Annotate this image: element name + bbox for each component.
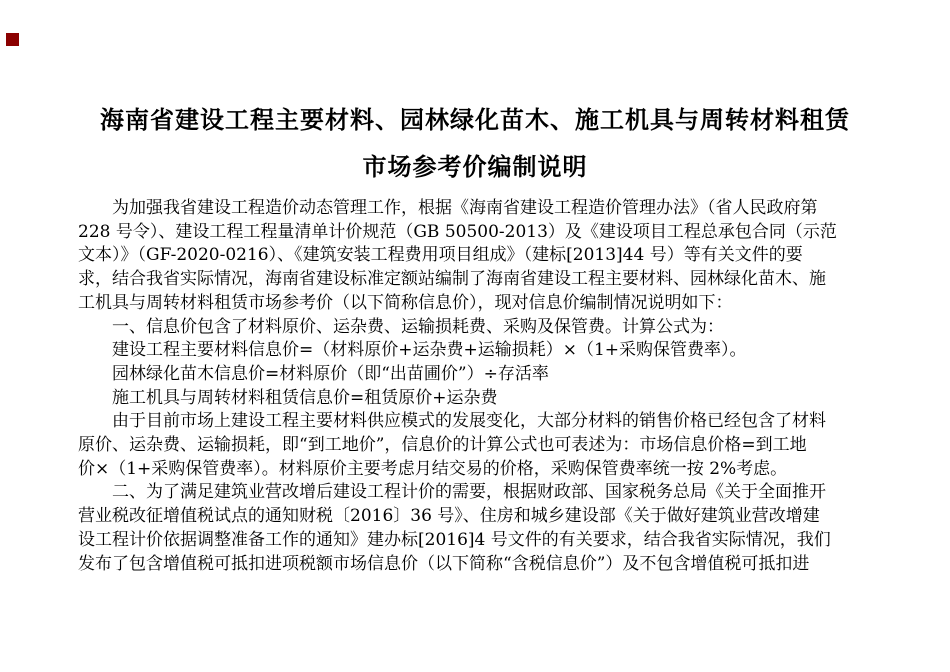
body-line: 园林绿化苗木信息价=材料原价（即“出苗圃价”）÷存活率 [112,363,549,384]
body-line: 工机具与周转材料租赁市场参考价（以下简称信息价），现对信息价编制情况说明如下： [78,292,733,313]
body-text [0,197,950,576]
body-line: 文本）》（GF-2020-0216）、《建筑安装工程费用项目组成》（建标[2013]44 号）等有关文件的要 [78,245,803,266]
document-title-line-1: 海南省建设工程主要材料、园林绿化苗木、施工机具与周转材料租赁 [100,105,850,134]
body-line: 一、信息价包含了材料原价、运杂费、运输损耗费、采购及保管费。计算公式为： [112,316,724,337]
body-line: 价×（1+采购保管费率）。材料原价主要考虑月结交易的价格，采购保管费率统一按 2%考虑。 [78,458,788,479]
body-line: 二、为了满足建筑业营改增后建设工程计价的需要，根据财政部、国家税务总局《关于全面推开 [112,482,826,503]
body-line: 228 号令）、建设工程工程量清单计价规范（GB 50500-2013）及《建设项目工程总承包合同（示范 [78,221,837,242]
red-square-marker [6,33,19,46]
body-line: 原价、运杂费、运输损耗，即“到工地价”，信息价的计算公式也可表述为：市场信息价格=到工地 [78,435,807,456]
body-line: 营业税改征增值税试点的通知财税〔2016〕36 号》、住房和城乡建设部《关于做好建筑业营改增建 [78,506,820,527]
body-line: 施工机具与周转材料租赁信息价=租赁原价+运杂费 [112,387,498,408]
body-line: 为加强我省建设工程造价动态管理工作，根据《海南省建设工程造价管理办法》（省人民政府第 [112,198,818,218]
body-line: 由于目前市场上建设工程主要材料供应模式的发展变化，大部分材料的销售价格已经包含了材料 [112,411,826,432]
document-title [0,0,950,190]
body-line: 发布了包含增值税可抵扣进项税额市场信息价（以下简称“含税信息价”）及不包含增值税可抵扣进 [78,553,810,574]
body-line: 设工程计价依据调整准备工作的通知》建办标[2016]4 号文件的有关要求，结合我省实际情况，我们 [78,529,831,550]
body-line: 求，结合我省实际情况，海南省建设标准定额站编制了海南省建设工程主要材料、园林绿化苗木、施 [78,269,826,290]
body-line: 建设工程主要材料信息价=（材料原价+运杂费+运输损耗）×（1+采购保管费率）。 [112,340,747,361]
document-title-line-2: 市场参考价编制说明 [362,152,588,181]
